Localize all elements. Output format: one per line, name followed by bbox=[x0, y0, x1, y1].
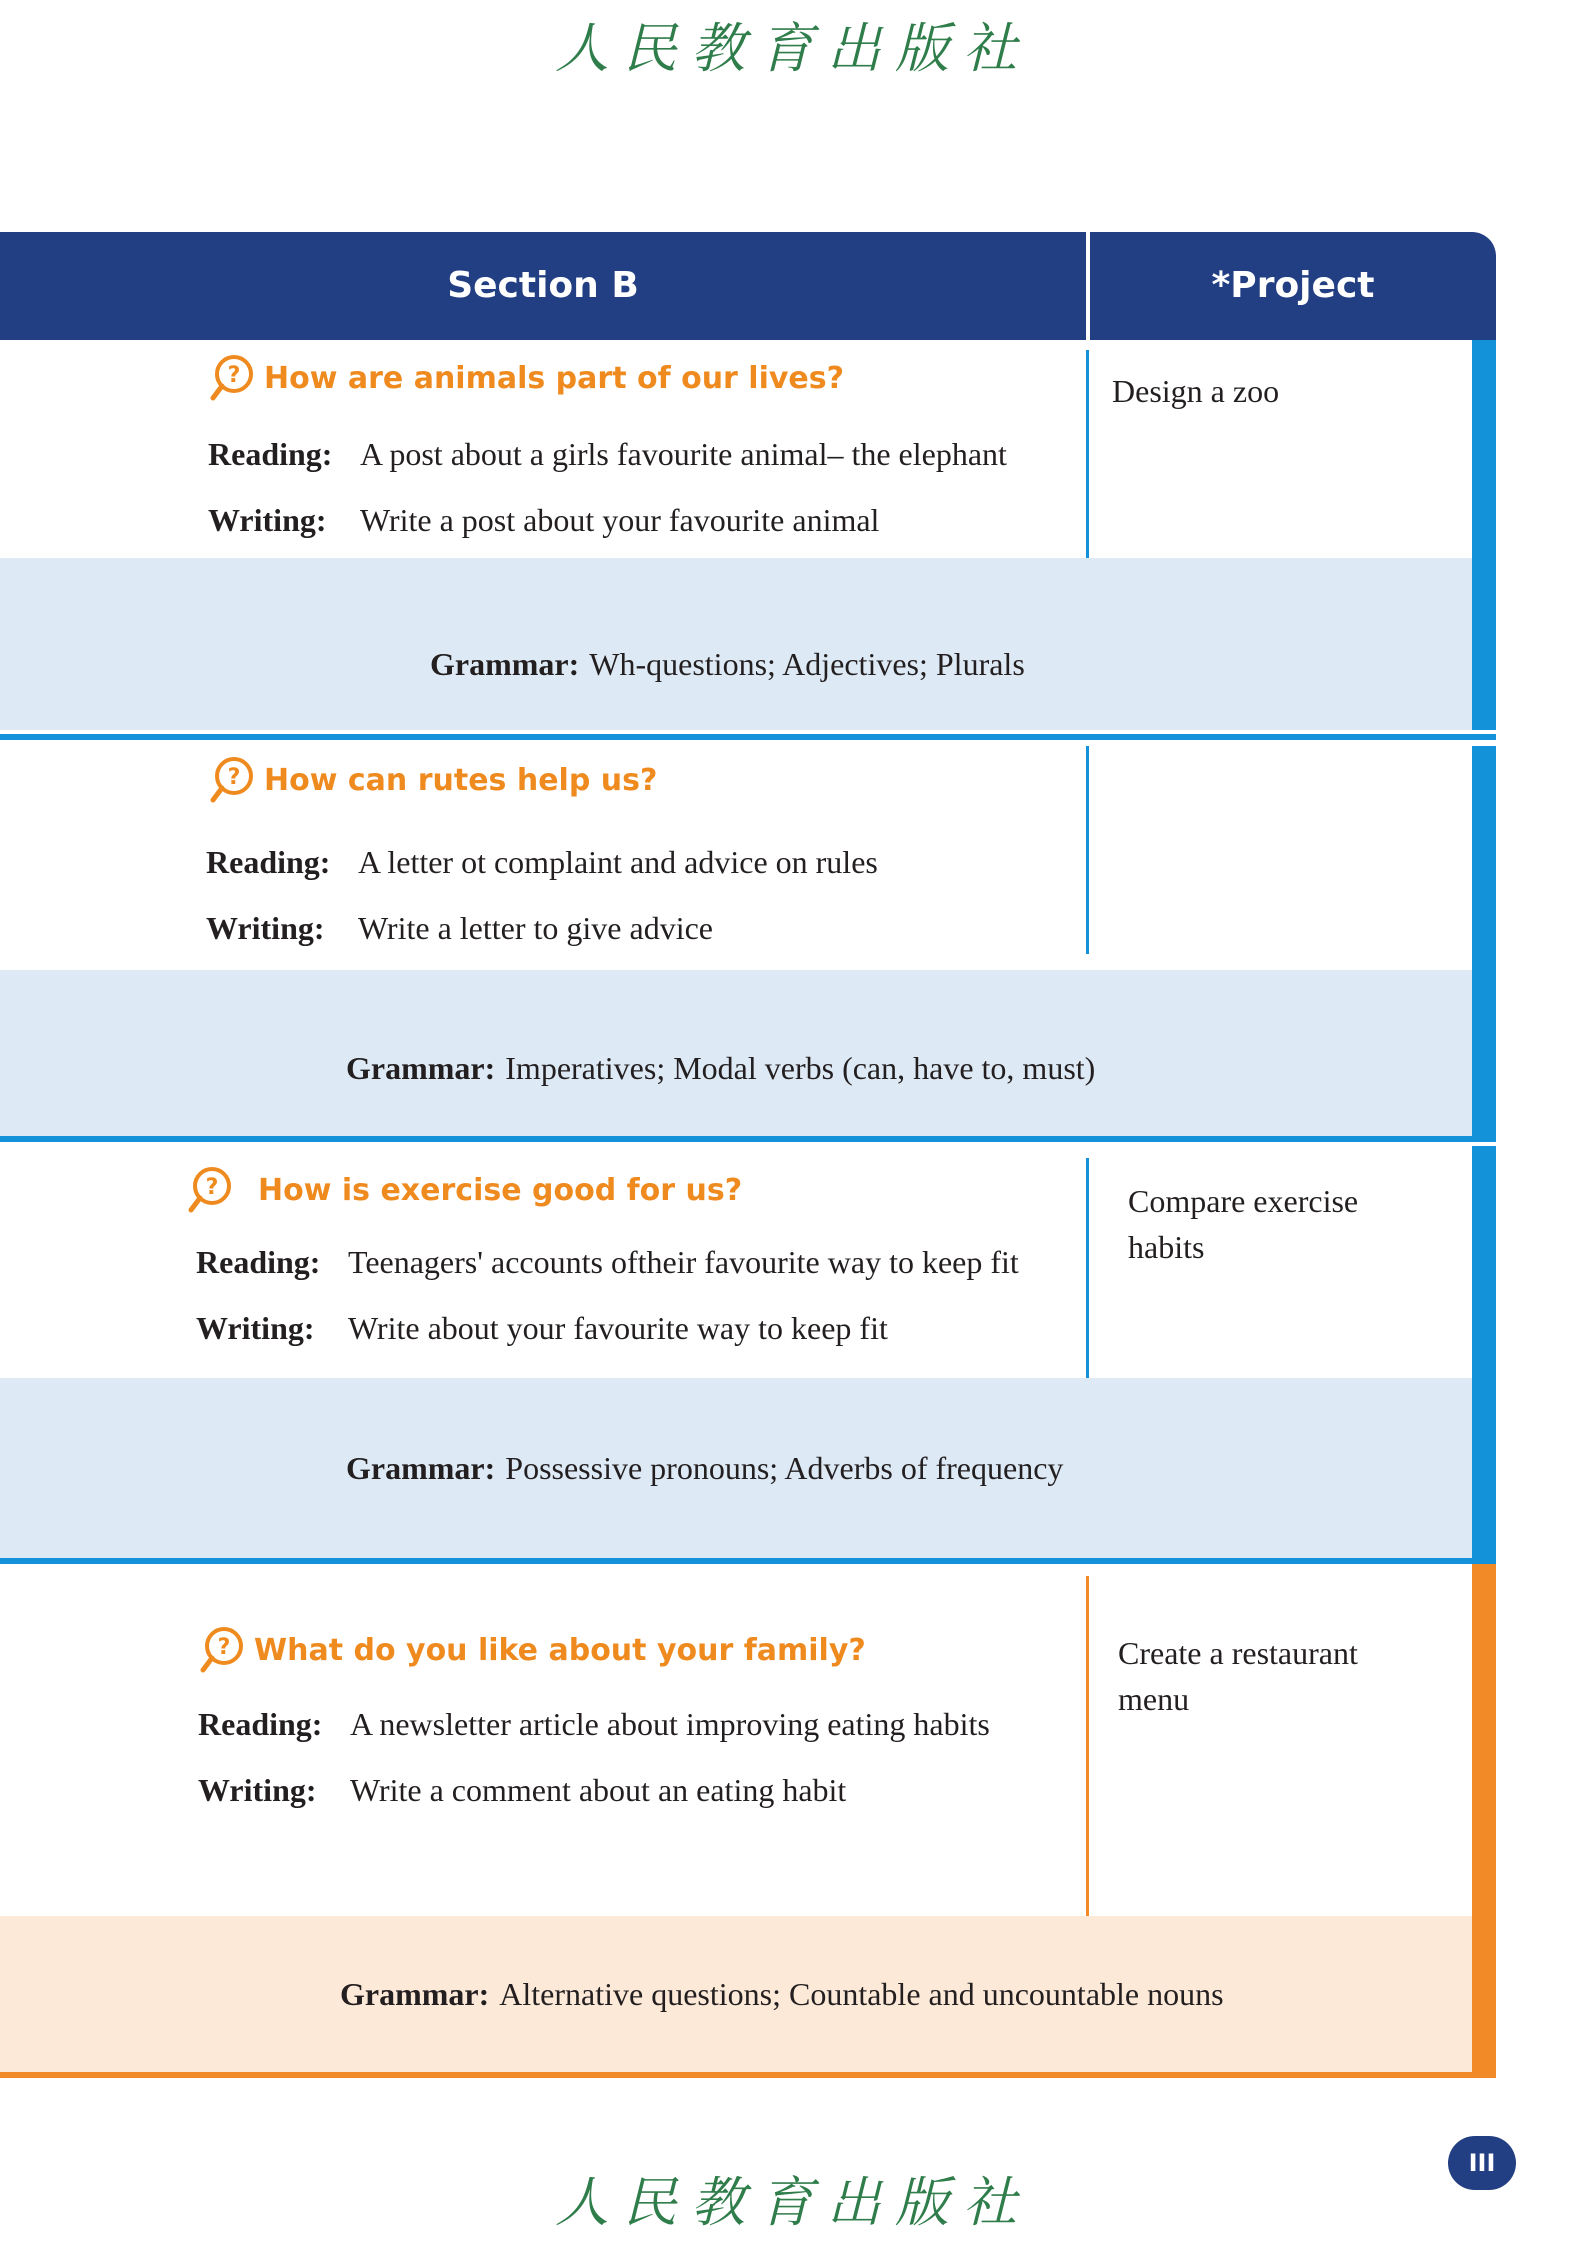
grammar-text: Wh-questions; Adjectives; Plurals bbox=[589, 646, 1025, 682]
reading-label: Reading: bbox=[206, 844, 331, 880]
reading-line bbox=[206, 844, 878, 881]
question-icon bbox=[196, 1624, 248, 1676]
row-divider bbox=[0, 2072, 1496, 2078]
reading-label: Reading: bbox=[208, 436, 333, 472]
writing-text: Write a letter to give advice bbox=[358, 910, 713, 946]
writing-line bbox=[208, 502, 879, 539]
writing-text: Write about your favourite way to keep fit bbox=[348, 1310, 888, 1346]
unit-row bbox=[0, 1140, 1496, 1564]
reading-text: Teenagers' accounts oftheir favourite way to keep fit bbox=[348, 1244, 1019, 1280]
reading-label: Reading: bbox=[198, 1706, 323, 1742]
reading-text: A letter ot complaint and advice on rules bbox=[358, 844, 878, 880]
writing-label: Writing: bbox=[196, 1310, 315, 1346]
svg-text:?: ? bbox=[227, 363, 241, 388]
grammar-line bbox=[430, 646, 1025, 683]
grammar-label: Grammar: bbox=[346, 1050, 496, 1086]
page-number-badge: III bbox=[1448, 2136, 1516, 2190]
writing-line bbox=[206, 910, 713, 947]
unit-color-bar bbox=[1472, 746, 1496, 1136]
publisher-logo-footer: 人民教育出版社 bbox=[555, 2171, 1031, 2234]
grammar-text: Imperatives; Modal verbs (can, have to, must) bbox=[505, 1050, 1096, 1086]
writing-label: Writing: bbox=[206, 910, 325, 946]
grammar-text: Alternative questions; Countable and uncountable nouns bbox=[499, 1976, 1224, 2012]
unit-question bbox=[184, 1164, 742, 1216]
writing-text: Write a post about your favourite animal bbox=[360, 502, 880, 538]
publisher-logo: 人民教育出版社 bbox=[555, 17, 1031, 80]
grammar-text: Possessive pronouns; Adverbs of frequency bbox=[505, 1450, 1064, 1486]
svg-text:?: ? bbox=[227, 765, 241, 790]
column-divider bbox=[1086, 746, 1089, 954]
unit-color-bar bbox=[1472, 1146, 1496, 1560]
project-text: Create a restaurant menu bbox=[1118, 1635, 1358, 1717]
unit-color-bar bbox=[1472, 340, 1496, 730]
grammar-label: Grammar: bbox=[346, 1450, 496, 1486]
reading-line bbox=[208, 436, 1007, 473]
unit-question bbox=[196, 1624, 866, 1676]
unit-color-bar bbox=[1472, 1564, 1496, 2078]
unit-question bbox=[206, 352, 844, 404]
grammar-label: Grammar: bbox=[340, 1976, 490, 2012]
writing-line bbox=[196, 1310, 888, 1347]
project-text: Compare exercise habits bbox=[1128, 1183, 1359, 1265]
column-divider bbox=[1086, 350, 1089, 558]
grammar-band bbox=[0, 558, 1472, 730]
reading-line bbox=[198, 1706, 990, 1743]
grammar-label: Grammar: bbox=[430, 646, 580, 682]
column-divider bbox=[1086, 1158, 1089, 1378]
table-header bbox=[0, 232, 1496, 340]
unit-row bbox=[0, 740, 1496, 1140]
grammar-line bbox=[346, 1050, 1095, 1087]
grammar-line bbox=[346, 1450, 1063, 1487]
unit-row bbox=[0, 340, 1496, 740]
column-divider bbox=[1086, 1576, 1089, 1916]
svg-text:?: ? bbox=[205, 1175, 219, 1200]
project-text: Design a zoo bbox=[1112, 373, 1280, 409]
svg-text:?: ? bbox=[217, 1635, 231, 1660]
project-heading: *Project bbox=[1211, 265, 1375, 306]
writing-label: Writing: bbox=[208, 502, 327, 538]
section-b-heading: Section B bbox=[447, 265, 639, 306]
question-icon bbox=[184, 1164, 236, 1216]
reading-text: A post about a girls favourite animal– the elephant bbox=[360, 436, 1007, 472]
question-icon bbox=[206, 754, 258, 806]
question-text: How can rutes help us? bbox=[264, 762, 658, 798]
question-text: How are animals part of our lives? bbox=[264, 360, 845, 396]
reading-text: A newsletter article about improving eating habits bbox=[350, 1706, 990, 1742]
writing-label: Writing: bbox=[198, 1772, 317, 1808]
writing-line bbox=[198, 1772, 846, 1809]
reading-line bbox=[196, 1244, 1019, 1281]
writing-text: Write a comment about an eating habit bbox=[350, 1772, 847, 1808]
question-text: What do you like about your family? bbox=[254, 1632, 866, 1668]
question-icon bbox=[206, 352, 258, 404]
question-text: How is exercise good for us? bbox=[258, 1172, 743, 1208]
unit-row bbox=[0, 1564, 1496, 2078]
unit-question bbox=[206, 754, 657, 806]
grammar-line bbox=[340, 1976, 1224, 2013]
reading-label: Reading: bbox=[196, 1244, 321, 1280]
